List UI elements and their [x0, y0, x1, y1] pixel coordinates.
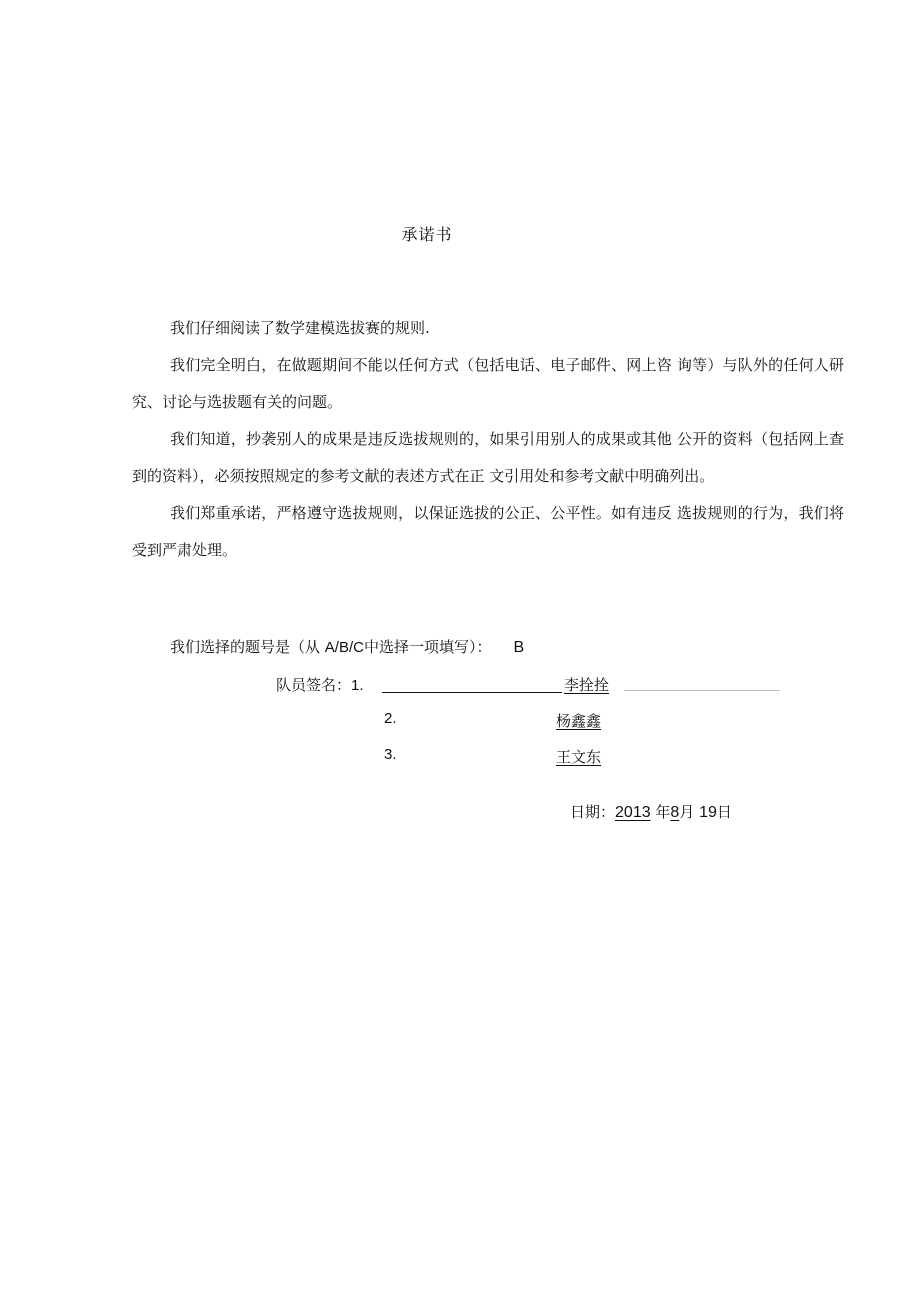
page-title: 承诺书 [401, 225, 453, 244]
signature-line-1 [382, 692, 562, 693]
signature-line-extra [624, 690, 780, 691]
commitment-body [132, 310, 844, 569]
signing-date [570, 801, 732, 822]
paragraph-4: 我们郑重承诺，严格遵守选拔规则，以保证选拔的公正、公平性。如有违反 选拔规则的行为，我们将受到严肃处理。 [132, 504, 844, 559]
paragraph-3: 我们知道，抄袭别人的成果是违反选拔规则的，如果引用别人的成果或其他 公开的资料（包括网上查到的资料），必须按照规定的参考文献的表述方式在正 文引用处和参考文献中明确列出。 [132, 430, 844, 485]
signature-label: 队员签名： [276, 676, 352, 694]
date-day: 19 [699, 804, 717, 821]
problem-choice [170, 636, 524, 657]
member-name-2: 杨鑫鑫 [556, 712, 602, 730]
member-name-1: 李拴拴 [564, 676, 610, 694]
member-number-1: 1. [351, 677, 364, 694]
signature-row-1 [276, 674, 364, 695]
date-year: 2013 [615, 804, 651, 821]
paragraph-1: 我们仔细阅读了数学建模选拔赛的规则. [170, 319, 430, 337]
choice-answer: B [513, 639, 525, 656]
member-number-2: 2. [384, 710, 397, 727]
member-name-3: 王文东 [556, 748, 602, 766]
date-month-unit: 月 [679, 803, 695, 821]
member-number-3: 3. [384, 746, 397, 763]
choice-options: A/B/C [324, 639, 364, 656]
paragraph-2: 我们完全明白，在做题期间不能以任何方式（包括电话、电子邮件、网上咨 询等）与队外的任何人研究、讨论与选拔题有关的问题。 [132, 356, 844, 411]
date-month: 8 [670, 804, 680, 821]
choice-suffix: 中选择一项填写）： [363, 638, 492, 656]
date-label: 日期： [570, 803, 616, 821]
date-day-unit: 日 [716, 803, 732, 821]
date-year-unit: 年 [655, 803, 671, 821]
choice-prefix: 我们选择的题号是（从 [170, 638, 325, 656]
